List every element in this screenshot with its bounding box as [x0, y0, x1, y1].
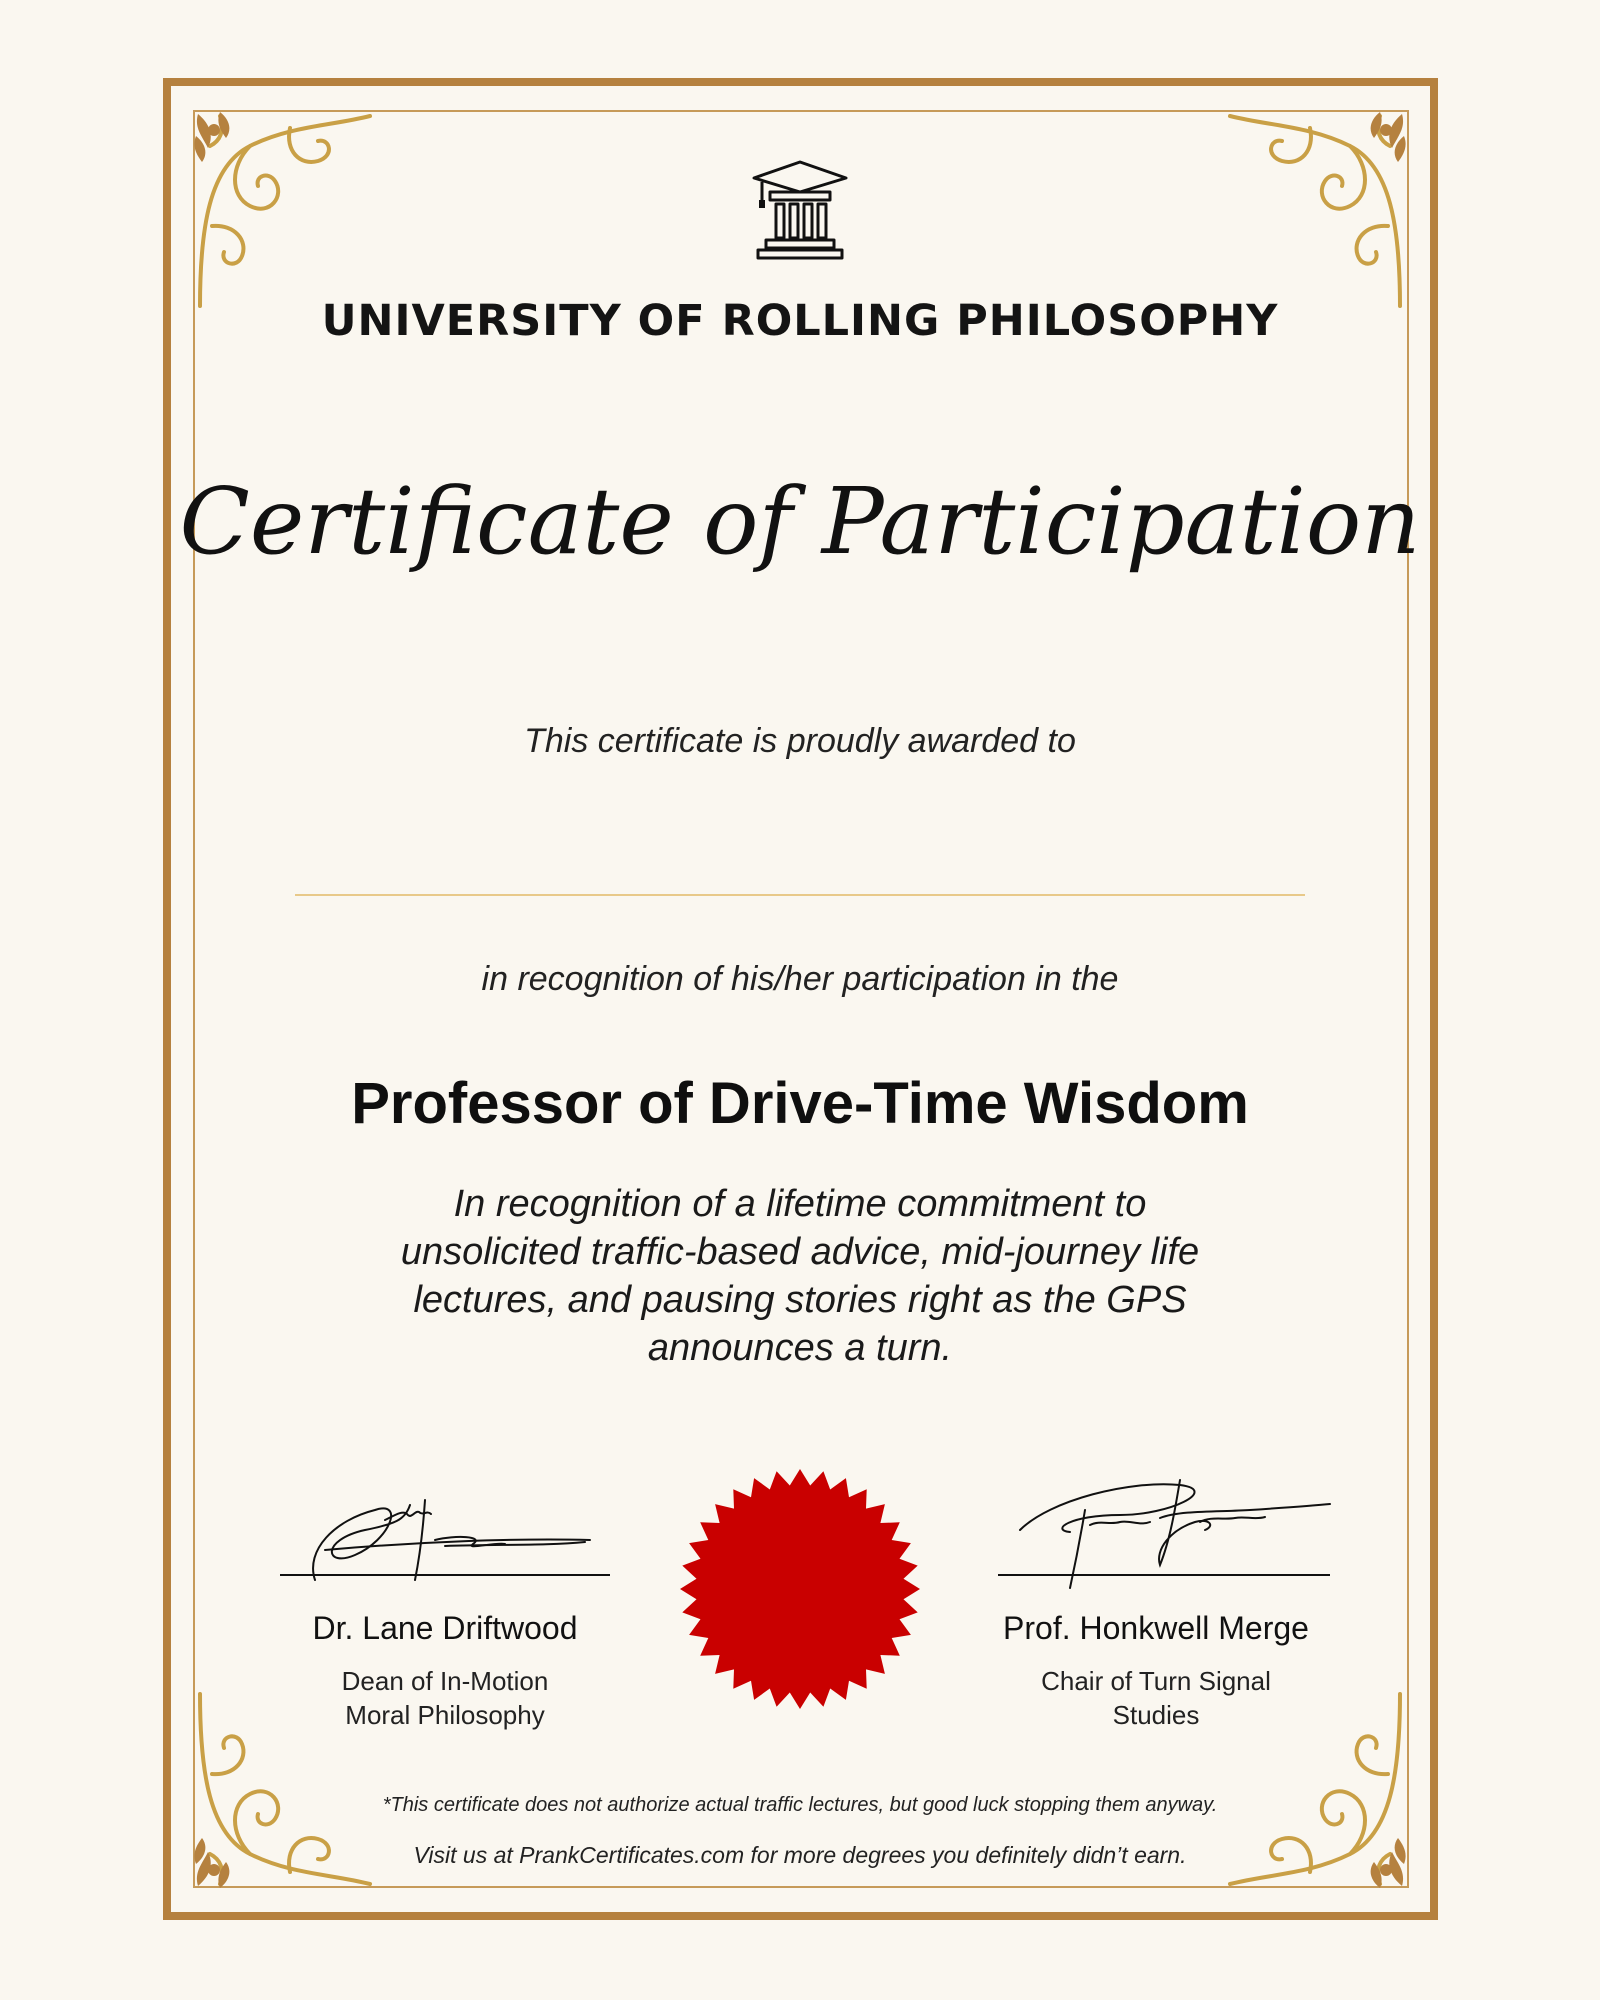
ornament-corner-top-left — [190, 106, 400, 316]
signer-title-left — [275, 1664, 615, 1732]
signer-title-right-line2: Studies — [1112, 1700, 1200, 1730]
awarded-line: This certificate is proudly awarded to — [524, 722, 1076, 760]
signer-title-left-line1: Dean of In-Motion — [341, 1666, 549, 1696]
signer-title-right — [986, 1664, 1326, 1732]
disclaimer: *This certificate does not authorize actual traffic lectures, but good luck stopping them anyway. — [382, 1794, 1218, 1816]
signature-right — [1010, 1470, 1340, 1590]
signer-name-right: Prof. Honkwell Merge — [1003, 1610, 1309, 1646]
signature-line-right — [998, 1574, 1330, 1576]
recipient-name-line — [295, 894, 1305, 896]
ornament-corner-top-right — [1200, 106, 1410, 316]
signer-name-left: Dr. Lane Driftwood — [312, 1610, 578, 1646]
visit-line: Visit us at PrankCertificates.com for more degrees you definitely didn’t earn. — [413, 1842, 1187, 1868]
red-seal — [675, 1464, 925, 1714]
recognition-line: in recognition of his/her participation in the — [481, 960, 1119, 998]
university-building-icon — [748, 158, 852, 262]
university-name: UNIVERSITY OF ROLLING PHILOSOPHY — [321, 296, 1279, 346]
degree-title: Professor of Drive-Time Wisdom — [351, 1071, 1249, 1136]
certificate-title: Certificate of Participation — [179, 468, 1421, 575]
signature-line-left — [280, 1574, 610, 1576]
degree-description: In recognition of a lifetime commitment to unsolicited traffic-based advice, mid-journey life lectures, and pausing stories right as the GPS announces a turn. — [400, 1183, 1200, 1369]
signer-title-right-line1: Chair of Turn Signal — [1041, 1666, 1271, 1696]
signer-title-left-line2: Moral Philosophy — [345, 1700, 545, 1730]
